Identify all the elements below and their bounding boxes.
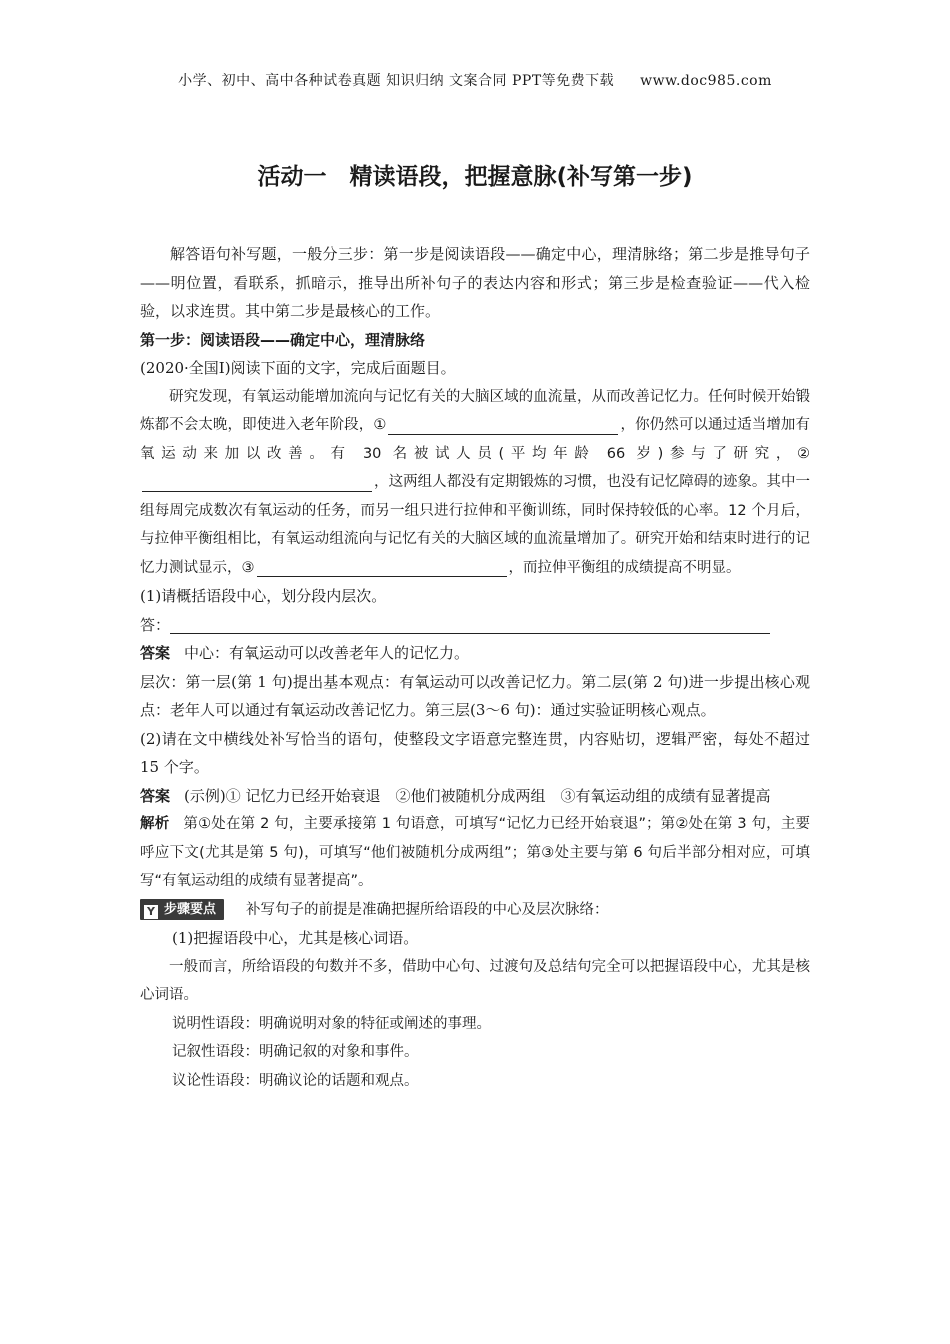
- analysis-text: 第①处在第 2 句，主要承接第 1 句语意，可填写“记忆力已经开始衰退”；第②处在第 3 句，主要呼应下文(尤其是第 5 句)，可填写“他们被随机分成两组”；第③处主要与第 6 句后半部分相对应，可填写“有氧运动组的成绩有显著提高”。: [140, 816, 811, 889]
- page-title: 活动一 精读语段，把握意脉(补写第一步): [257, 164, 693, 190]
- answer-label: 答案: [140, 786, 171, 805]
- header-text: 小学、初中、高中各种试卷真题 知识归纳 文案合同 PPT等免费下载: [178, 73, 615, 89]
- steps-icon: Y: [144, 905, 158, 919]
- steps-badge: [140, 899, 224, 920]
- steps-badge-label: 步骤要点: [164, 902, 217, 917]
- q1-answer-line: [140, 611, 810, 640]
- header-url[interactable]: www.doc985.com: [640, 73, 772, 89]
- blank-1[interactable]: [388, 415, 618, 435]
- blank-2[interactable]: [142, 472, 372, 492]
- type-narrative: 记叙性语段：明确记叙的对象和事件。: [172, 1044, 419, 1060]
- analysis-label: 解析: [140, 816, 170, 832]
- answer-center: 中心：有氧运动可以改善老年人的记忆力。: [184, 644, 470, 662]
- steps-item-1: (1)把握语段中心，尤其是核心词语。: [172, 929, 419, 947]
- q1-answer: [140, 639, 810, 668]
- passage: [140, 383, 810, 583]
- intro-paragraph: 解答语句补写题，一般分三步：第一步是阅读语段——确定中心，理清脉络；第二步是推导句子——明位置，看联系，抓暗示，推导出所补句子的表达内容和形式；第三步是检查验证——代入检验，以求连贯。其中第二步是最核心的工作。: [140, 245, 810, 320]
- blank-3[interactable]: [257, 557, 507, 577]
- steps-box: [140, 896, 810, 925]
- steps-item-1-text: 一般而言，所给语段的句数并不多，借助中心句、过渡句及总结句完全可以把握语段中心，尤其是核心词语。: [140, 958, 810, 1003]
- passage-part-2: ，你仍然可以通过适当增加有氧运动来加以改善。有 30 名被试人员(平均年龄 66 岁)参与了研究，②: [140, 417, 811, 462]
- passage-part-4: ，而拉伸平衡组的成绩提高不明显。: [508, 559, 741, 576]
- passage-part-1: 研究发现，有氧运动能增加流向与记忆有关的大脑区域的血流量，从而改善记忆力。任何时候开始锻炼都不会太晚，即使进入老年阶段，①: [140, 388, 810, 433]
- q2-answer: [140, 782, 810, 811]
- q2-question: (2)请在文中横线处补写恰当的语句，使整段文字语意完整连贯，内容贴切，逻辑严密，每处不超过 15 个字。: [140, 729, 810, 776]
- type-expository: 说明性语段：明确说明对象的特征或阐述的事理。: [172, 1015, 491, 1032]
- answer-prompt: 答：: [140, 615, 171, 634]
- steps-lead: 补写句子的前提是准确把握所给语段的中心及层次脉络：: [246, 901, 609, 918]
- page-header: [0, 70, 950, 90]
- q2-analysis: [140, 810, 810, 896]
- q2-answer-text: (示例)① 记忆力已经开始衰退 ②他们被随机分成两组 ③有氧运动组的成绩有显著提高: [184, 786, 771, 805]
- step1-heading: 第一步：阅读语段——确定中心，理清脉络: [140, 330, 426, 349]
- type-argumentative: 议论性语段：明确议论的话题和观点。: [172, 1072, 419, 1089]
- main-content: [140, 240, 810, 1095]
- answer-blank[interactable]: [170, 614, 770, 634]
- answer-label: 答案: [140, 644, 171, 662]
- q1-levels: 层次：第一层(第 1 句)提出基本观点：有氧运动可以改善记忆力。第二层(第 2 句)进一步提出核心观点：老年人可以通过有氧运动改善记忆力。第三层(3～6 句)：通过实验证明核心观点。: [140, 672, 810, 719]
- source-line: (2020·全国Ⅰ)阅读下面的文字，完成后面题目。: [140, 359, 456, 377]
- passage-part-3: ，这两组人都没有定期锻炼的习惯，也没有记忆障碍的迹象。其中一组每周完成数次有氧运动的任务，而另一组只进行拉伸和平衡训练，同时保持较低的心率。12 个月后，与拉伸平衡组相比，有氧运动组流向与记忆有关的大脑区域的血流量增加了。研究开始和结束时进行的记忆力测试显示，③: [140, 474, 810, 576]
- q1-question: (1)请概括语段中心，划分段内层次。: [140, 587, 387, 605]
